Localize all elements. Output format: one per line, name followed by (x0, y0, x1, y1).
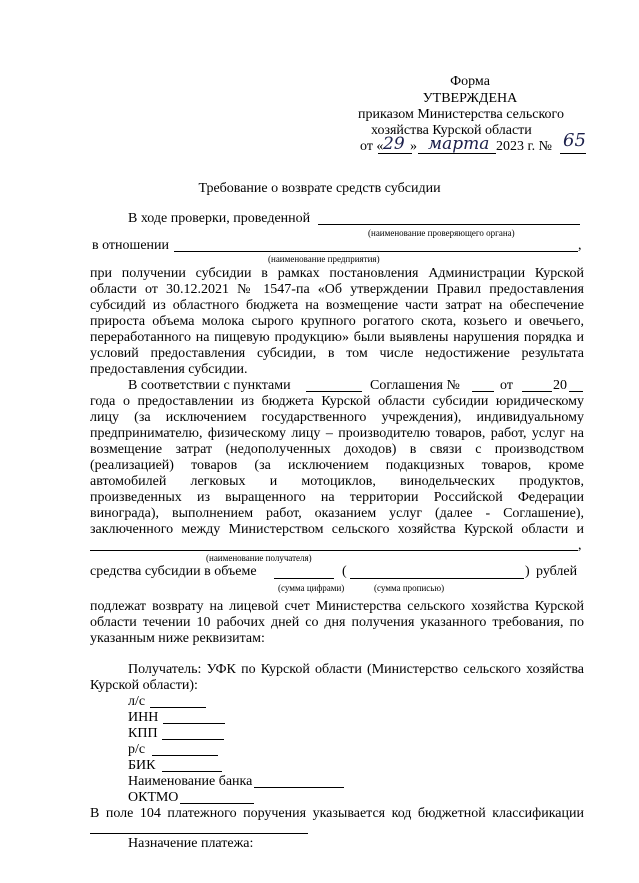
agreement-line-a: В соответствии с пунктами (128, 378, 291, 393)
budget-code-line: В поле 104 платежного поручения указывается код бюджетной классификации (90, 806, 584, 821)
order-line-2: хозяйства Курской области (371, 123, 532, 138)
agreement-line-c: от (500, 378, 513, 393)
inspecting-org-field[interactable] (318, 224, 580, 225)
amount-words-field[interactable] (350, 578, 524, 579)
paragraph-1-line-3: субсидий из областного бюджета на возмещение части затрат на обеспечение (90, 298, 584, 313)
amount-label: средства субсидии в объеме (90, 564, 257, 579)
account-field[interactable] (150, 707, 206, 708)
caption-recipient: (наименование получателя) (206, 553, 312, 563)
order-year: 2023 г. № (496, 139, 553, 154)
field-label-settlement: р/с (128, 742, 146, 757)
paragraph-2-line-4: возмещение затрат (недополученных доходов) в связи с производством (90, 442, 584, 457)
paragraph-2-line-1: года о предоставлении из бюджета Курской области субсидии юридическому (90, 394, 584, 409)
company-field[interactable] (174, 251, 578, 252)
form-label: Форма (450, 74, 490, 89)
caption-inspecting-org: (наименование проверяющего органа) (368, 228, 515, 238)
recipient-line-1: Получатель: УФК по Курской области (Министерство сельского хозяйства (128, 662, 584, 677)
field-label-bik: БИК (128, 758, 156, 773)
paragraph-2-line-2: лицу (за исключением государственного учреждения), индивидуальному (90, 410, 584, 425)
payment-purpose-label: Назначение платежа: (128, 836, 254, 851)
amount-digits-field[interactable] (274, 578, 334, 579)
paragraph-1-line-2: области от 30.12.2021 № 1547-па «Об утверждении Правил предоставления (90, 282, 584, 297)
order-day: 29 (383, 134, 405, 154)
budget-code-field[interactable] (90, 833, 308, 834)
number-underline (560, 153, 586, 154)
field-label-bank: Наименование банка (128, 774, 253, 789)
field-label-oktmo: ОКТМО (128, 790, 179, 805)
field-label-kpp: КПП (128, 726, 158, 741)
paragraph-1-last: предоставления субсидии. (90, 362, 248, 377)
recipient-name-field[interactable] (90, 550, 578, 551)
agreement-date-field[interactable] (522, 391, 552, 392)
field-label-inn: ИНН (128, 710, 159, 725)
order-number: 65 (563, 130, 586, 151)
company-comma: , (578, 238, 582, 253)
paragraph-2-line-7: произведенных из выращенного на территории Российской Федерации (90, 490, 584, 505)
order-line-1: приказом Министерства сельского (358, 107, 564, 122)
agreement-year-field[interactable] (569, 391, 583, 392)
paragraph-2-line-6: автомобилей легковых и мотоциклов, винодельческих продуктов, (90, 474, 584, 489)
order-month: марта (428, 134, 490, 154)
recipient-comma: , (578, 538, 582, 553)
return-line-1: подлежат возврату на лицевой счет Министерства сельского хозяйства Курской (90, 599, 584, 614)
amount-currency: рублей (536, 564, 578, 579)
return-line-2: области течении 10 рабочих дней со дня получения указанного требования, по (90, 615, 584, 630)
amount-paren-close: ) (525, 564, 530, 579)
document-title: Требование о возврате средств субсидии (198, 181, 441, 196)
order-date-prefix: от « (360, 139, 384, 154)
caption-company: (наименование предприятия) (268, 254, 380, 264)
agreement-year-prefix: 20 (553, 378, 567, 393)
amount-paren-open: ( (342, 564, 347, 579)
paragraph-1-line-6: условий предоставления субсидии, в том числе недостижение результата (90, 346, 584, 361)
settlement-account-field[interactable] (152, 755, 218, 756)
inn-field[interactable] (163, 723, 225, 724)
paragraph-1-line-1: при получении субсидии в рамках постановления Администрации Курской (90, 266, 584, 281)
field-label-account: л/с (128, 694, 146, 709)
approved-label: УТВЕРЖДЕНА (422, 91, 518, 106)
oktmo-field[interactable] (180, 803, 254, 804)
paragraph-2-line-9: заключенного между Министерством сельского хозяйства Курской области и (90, 522, 584, 537)
agreement-number-field[interactable] (472, 391, 494, 392)
paragraph-1-line-5: переработанного на пищевую продукцию» были выявлены нарушения порядка и (90, 330, 584, 345)
inspection-line-start: В ходе проверки, проведенной (128, 211, 311, 226)
caption-amount-words: (сумма прописью) (374, 583, 445, 593)
return-last: указанным ниже реквизитам: (90, 631, 265, 646)
paragraph-2-line-5: (реализацией) товаров (за исключением подакцизных товаров, кроме (90, 458, 584, 473)
points-field[interactable] (306, 391, 362, 392)
agreement-line-b: Соглашения № (370, 378, 460, 393)
bik-field[interactable] (162, 771, 222, 772)
paragraph-1-line-4: прироста объема молока сырого крупного рогатого скота, козьего и овечьего, (90, 314, 584, 329)
regarding-label: в отношении (92, 238, 170, 253)
paragraph-2-line-8: винограда), выполнением работ, оказанием услуг (далее - Соглашение), (90, 506, 584, 521)
bank-name-field[interactable] (254, 787, 344, 788)
paragraph-2-line-3: предпринимателю, физическому лицу – производителю товаров, работ, услуг на (90, 426, 584, 441)
kpp-field[interactable] (162, 739, 224, 740)
caption-amount-digits: (сумма цифрами) (278, 583, 345, 593)
recipient-line-2: Курской области): (90, 678, 198, 693)
order-date-close: » (410, 139, 417, 154)
